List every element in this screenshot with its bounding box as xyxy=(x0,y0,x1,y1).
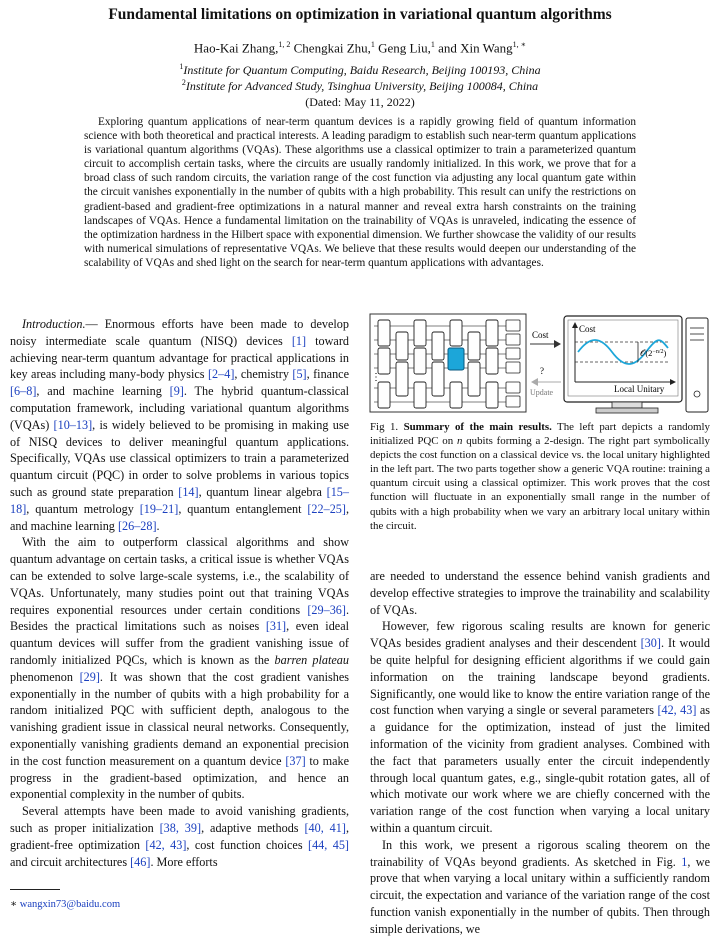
text-run: , we prove that when varying a local unitary within a sufficiently random circuit, the expectation and variance of the variation range of the cost function vanish exponentially in the number of qubits. Then through simple derivations, we xyxy=(370,854,710,936)
text-run: , adaptive methods xyxy=(201,820,305,835)
text-run: , quantum entanglement xyxy=(178,501,308,516)
figure-1-diagram xyxy=(368,312,712,416)
citation-link[interactable]: [14] xyxy=(178,484,199,499)
measurement-meters xyxy=(506,320,520,407)
text-run: With the aim to outperform classical algorithms and show quantum advantage on certain tasks, a critical issue is whether VQAs can be extended to solve large-scale systems, i.e., the scalability of VQAs. Unfortunately, many studies point out that training VQAs requires exponential resources under certain conditions xyxy=(10,535,349,617)
paragraph-introduction xyxy=(10,316,349,534)
affiliation-text: Institute for Quantum Computing, Baidu Research, Beijing 100193, China xyxy=(183,63,541,77)
italic-text: barren plateau xyxy=(274,652,349,667)
quantum-circuit xyxy=(370,314,526,412)
email-link[interactable]: wangxin73@baidu.com xyxy=(19,899,121,910)
text-run: . It would be quite helpful for designing efficient algorithms if we could gain information on the training landscape beyond gradients. Significantly, one would like to know the entire variation range of the cost function when varying a single or several parameters xyxy=(370,636,710,718)
paragraph-scalability xyxy=(10,534,349,803)
affiliation-mark: 2 xyxy=(181,78,186,87)
author-list xyxy=(0,40,720,56)
text-run: . It was shown that the cost gradient vanishes exponentially in the number of qubits with a high probability for a random initialized PQC with sufficient depth, analogous to the vanishing gradient issue in classical neural networks. Consequently, exponentially vanishing gradients demand an exponential precision in the cost function measurement on a quantum device xyxy=(10,669,349,768)
text-run: — Enormous efforts have been made to develop noisy intermediate scale quantum (NISQ) devices xyxy=(10,317,349,348)
citation-link[interactable]: [29] xyxy=(79,669,100,684)
abstract: Exploring quantum applications of near-term quantum devices is a rapidly growing field of quantum information science with both theoretical and practical interests. A leading paradigm to establish such near-term quantum applications is variational quantum algorithms (VQAs). These algorithms use a classical optimizer to train a parameterized quantum circuit to accomplish certain tasks, where the circuits are usually randomly initialized. In this work, we prove that for a broad class of such random circuits, the variation range of the cost function via adjusting any local quantum gate within the circuit vanishes exponentially in the number of qubits with a high probability. This result can unify the restrictions on gradient-based and gradient-free optimizations in a natural manner and reveal extra harsh constraints on the training landscapes of VQAs. Hence a fundamental limitation on the trainability of VQAs is unraveled, indicating the essence of the optimization hardness in the Hilbert space with exponential dimension. We further showcase the validity of our results with numerical simulations of representative VQAs. We believe that these results would deepen our understanding of the scalability of VQAs and shed light on the search for near-term quantum applications with advantages. xyxy=(84,116,636,269)
footnote-separator xyxy=(10,889,60,890)
citation-link[interactable]: [6–8] xyxy=(10,384,37,399)
text-run: , and machine learning xyxy=(36,384,170,399)
author-name: Hao-Kai Zhang, xyxy=(193,40,279,56)
paragraph-attempts xyxy=(10,803,349,870)
text-run: qubits forming a 2-design. The right part symbolically depicts the cost function on a classical device vs. the local unitary highlighted in the left part. The two parts together show a generic VQA routine: training a quantum circuit using a classical optimizer. This work proves that the cost function will fluctuate in an exponentially small range in the number of qubits with a high probability when we vary an arbitrary local unitary within the circuit. xyxy=(370,435,710,532)
text-run: , gradient-free optimization xyxy=(10,820,349,852)
cost-arrow-label: Cost xyxy=(532,330,549,340)
citation-link[interactable]: 1 xyxy=(681,854,688,869)
citation-link[interactable]: [46] xyxy=(130,854,151,869)
author-name: and Xin Wang xyxy=(434,40,513,56)
text-run: In this work, we present a rigorous scaling theorem on the trainability of VQAs beyond gradients. As sketched in Fig. xyxy=(370,837,710,869)
left-column xyxy=(10,316,349,870)
text-run: The left part depicts a randomly initialized PQC on xyxy=(370,421,710,448)
citation-link[interactable]: [10–13] xyxy=(53,417,93,432)
citation-link[interactable]: [19–21] xyxy=(139,501,179,516)
circuit-dots: ⋮ xyxy=(371,372,381,383)
affiliation-text: Institute for Advanced Study, Tsinghua University, Beijing 100084, China xyxy=(185,79,539,93)
citation-link[interactable]: [22–25] xyxy=(307,501,346,516)
text-run: phenomenon xyxy=(10,669,80,684)
plot-xlabel: Local Unitary xyxy=(614,384,665,394)
citation-link[interactable]: [42, 43] xyxy=(657,703,697,718)
paragraph-continuation xyxy=(370,568,710,618)
caption-text xyxy=(370,421,710,532)
citation-link[interactable]: [26–28] xyxy=(117,518,157,533)
text-run: Several attempts have been made to avoid vanishing gradients, such as proper initialization xyxy=(10,804,349,835)
date-line: (Dated: May 11, 2022) xyxy=(305,95,415,109)
text-run: , quantum linear algebra xyxy=(198,484,327,499)
author-affiliation-mark: 1, ∗ xyxy=(512,40,527,49)
text-run: . xyxy=(156,518,160,533)
text-run: are needed to understand the essence behind vanish gradients and develop effective strategies to improve the trainability and scalability of VQAs. xyxy=(370,569,710,617)
question-mark: ? xyxy=(540,366,544,376)
author-affiliation-mark: 1 xyxy=(370,40,375,49)
affiliation-2 xyxy=(0,78,720,94)
figure-1-caption xyxy=(370,420,710,533)
citation-link[interactable]: [1] xyxy=(291,333,307,348)
citation-link[interactable]: [5] xyxy=(292,367,307,382)
text-run: . Besides the practical limitations such as noises xyxy=(10,602,349,634)
cost-arrow xyxy=(530,330,561,348)
citation-link[interactable]: [38, 39] xyxy=(159,820,202,835)
right-column xyxy=(370,568,710,938)
caption-label: Fig 1. xyxy=(370,421,399,433)
citation-link[interactable]: [40, 41] xyxy=(304,820,346,835)
text-run: , is widely believed to be promising in making use of NISQ devices to deliver meaningful quantum applications. Specifically, VQAs use classical optimizers to train a parameterized quantum circuit (PQC) in order to solve problems in various topics such as ground state preparation xyxy=(10,417,349,499)
text-run: , and machine learning xyxy=(10,501,349,533)
citation-link[interactable]: [15–18] xyxy=(10,484,349,516)
paper-title: Fundamental limitations on optimization in variational quantum algorithms xyxy=(108,6,612,23)
text-run: as a guidance for the optimization, instead of just the limited information of the vicinity from gradient analyses. Combined with the fact that parameters usually enter the circuit independently through local quantum gates, e.g., single-qubit rotation gates, all of which motivate our work where we are chiefly concerned with the variation range of the cost function when varying a local unitary within a quantum circuit. xyxy=(370,703,711,835)
plot-title: Cost xyxy=(579,324,596,334)
text-run: , chemistry xyxy=(234,367,293,382)
text-run: and circuit architectures xyxy=(10,854,131,869)
highlighted-local-unitary xyxy=(448,348,464,370)
citation-link[interactable]: [2–4] xyxy=(207,367,235,382)
author-affiliation-mark: 1 xyxy=(430,40,435,49)
text-run: . The hybrid quantum-classical computation framework, including variational quantum algorithms (VQAs) xyxy=(10,384,349,432)
update-arrow xyxy=(530,366,561,397)
text-run: , finance xyxy=(306,367,349,382)
text-run: , even ideal quantum devices will suffer from the gradient vanishing issue of randomly initialized PQCs, which is known as the xyxy=(10,619,349,667)
circuit-gates xyxy=(378,320,498,408)
footnote xyxy=(10,898,120,910)
citation-link[interactable]: [44, 45] xyxy=(308,837,349,852)
paragraph-this-work xyxy=(370,837,710,938)
citation-link[interactable]: [31] xyxy=(265,619,287,634)
citation-link[interactable]: [9] xyxy=(169,384,184,399)
italic-text: Introduction. xyxy=(22,317,86,331)
update-label: Update xyxy=(530,388,554,397)
figure-1 xyxy=(368,312,712,416)
affiliation-mark: 1 xyxy=(179,62,184,71)
citation-link[interactable]: [37] xyxy=(285,753,306,768)
author-name: Geng Liu, xyxy=(374,40,431,56)
paragraph-scaling-results xyxy=(370,618,710,836)
italic-text: n xyxy=(456,435,463,448)
citation-link[interactable]: [30] xyxy=(640,636,661,651)
scaling-label: $𝒪(2^{-n/2})$ xyxy=(640,348,667,358)
text-run: toward achieving near-term quantum advantage for practical applications in key areas including many-body physics xyxy=(10,333,349,382)
citation-link[interactable]: [29–36] xyxy=(307,602,346,617)
text-run: , quantum metrology xyxy=(26,501,140,516)
text-run: . More efforts xyxy=(150,854,218,869)
citation-link[interactable]: [42, 43] xyxy=(145,837,187,852)
author-name: Chengkai Zhu, xyxy=(290,40,371,56)
text-run: However, few rigorous scaling results are known for generic VQAs besides gradient analyses and their descendent xyxy=(370,619,710,651)
text-run: to make progress in the gradient-based optimization, and hence an exponential complexity in the number of qubits. xyxy=(10,753,349,802)
caption-bold: Summary of the main results. xyxy=(403,421,552,433)
footnote-marker: ∗ xyxy=(10,899,18,910)
text-run: , cost function choices xyxy=(186,837,309,852)
affiliation-1 xyxy=(0,62,720,78)
author-affiliation-mark: 1, 2 xyxy=(278,40,291,49)
